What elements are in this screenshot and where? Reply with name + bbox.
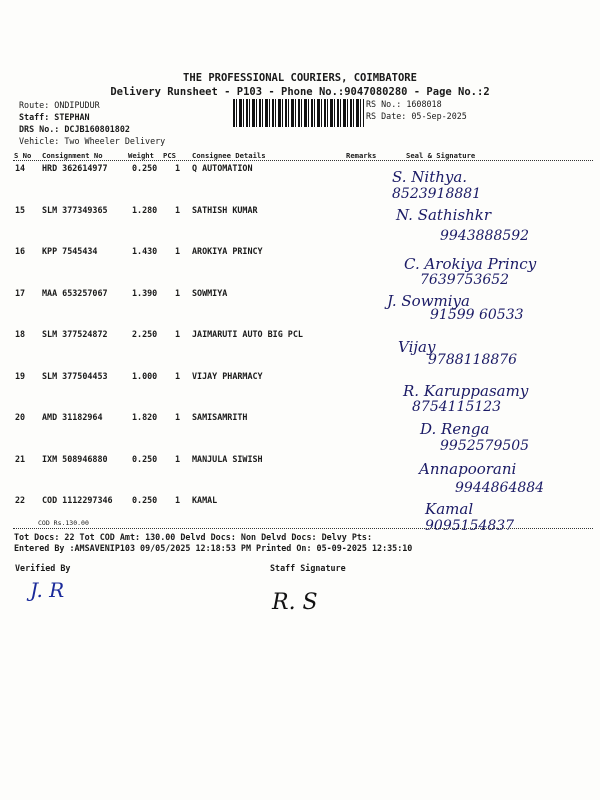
row-signature-phone: 8523918881 — [392, 186, 482, 202]
row-pcs: 1 — [175, 495, 181, 505]
row-sno: 22 — [15, 495, 26, 505]
vehicle-label: Vehicle: Two Wheeler Delivery — [19, 136, 166, 146]
row-sno: 18 — [15, 329, 26, 339]
row-pcs: 1 — [175, 163, 181, 173]
row-consignment-no: AMD 31182964 — [42, 412, 103, 422]
staff-signature-label: Staff Signature — [270, 563, 346, 573]
row-consignee: KAMAL — [192, 495, 218, 505]
row-consignee: SAMISAMRITH — [192, 412, 248, 422]
row-signature-phone: 9095154837 — [425, 518, 515, 534]
row-consignment-no: IXM 508946880 — [42, 453, 108, 464]
col-consignee: Consignee Details — [192, 151, 266, 160]
row-signature-name: R. Karuppasamy — [403, 382, 529, 400]
barcode — [233, 99, 364, 127]
row-sno: 14 — [15, 163, 26, 173]
row-weight: 2.250 — [132, 329, 158, 339]
runsheet-subtitle: Delivery Runsheet - P103 - Phone No.:9047080280 - Page No.:2 — [110, 86, 490, 98]
row-signature-phone: 9788118876 — [428, 352, 518, 368]
row-pcs: 1 — [175, 370, 181, 381]
staff-label: Staff: STEPHAN — [19, 112, 90, 122]
row-signature-name: Vijay — [398, 338, 436, 356]
row-weight: 0.250 — [132, 163, 158, 173]
row-pcs: 1 — [175, 204, 181, 215]
col-seal: Seal & Signature — [406, 151, 476, 160]
row-consignee: SATHISH KUMAR — [192, 204, 258, 215]
totals-line: Tot Docs: 22 Tot COD Amt: 130.00 Delvd Docs: Non Delvd Docs: Delvy Pts: — [14, 532, 372, 542]
row-consignment-no: MAA 653257067 — [42, 287, 108, 298]
company-title: THE PROFESSIONAL COURIERS, COIMBATORE — [183, 72, 417, 84]
staff-signature: R. S — [272, 590, 318, 615]
header-divider — [13, 160, 593, 161]
cod-note: COD Rs.130.00 — [38, 519, 89, 527]
row-pcs: 1 — [175, 329, 181, 339]
row-sno: 17 — [15, 287, 26, 298]
row-weight: 1.390 — [132, 287, 158, 298]
row-sno: 15 — [15, 204, 26, 215]
row-signature-phone: 7639753652 — [420, 272, 510, 288]
row-consignee: MANJULA SIWISH — [192, 453, 263, 464]
row-weight: 1.820 — [132, 412, 158, 422]
row-consignment-no: SLM 377524872 — [42, 329, 108, 339]
col-consignment: Consignment No — [42, 151, 103, 160]
row-signature-name: Kamal — [425, 500, 474, 518]
entered-printed-line: Entered By :AMSAVENIP103 09/05/2025 12:18:53 PM Printed On: 05-09-2025 12:35:10 — [14, 543, 413, 553]
row-signature-phone: 9944864884 — [455, 480, 545, 496]
row-weight: 1.430 — [132, 246, 158, 256]
row-pcs: 1 — [175, 453, 181, 464]
row-signature-name: D. Renga — [420, 420, 490, 438]
row-signature-name: J. Sowmiya — [387, 292, 470, 310]
row-consignee: AROKIYA PRINCY — [192, 246, 263, 256]
row-pcs: 1 — [175, 287, 181, 298]
row-signature-name: Annapoorani — [419, 460, 517, 478]
verified-signature: J. R — [30, 578, 65, 602]
row-consignment-no: COD 1112297346 — [42, 495, 113, 505]
row-weight: 1.280 — [132, 204, 158, 215]
col-remarks: Remarks — [346, 151, 377, 160]
row-signature-name: N. Sathishkr — [396, 206, 492, 224]
col-sno: S No — [14, 151, 32, 160]
row-weight: 0.250 — [132, 495, 158, 505]
row-sno: 21 — [15, 453, 26, 464]
row-consignee: Q AUTOMATION — [192, 163, 253, 173]
row-consignee: VIJAY PHARMACY — [192, 370, 263, 381]
drs-label: DRS No.: DCJB160801802 — [19, 124, 130, 134]
rs-number: RS No.: 1608018 — [366, 99, 442, 109]
row-consignment-no: SLM 377349365 — [42, 204, 108, 215]
col-weight: Weight — [128, 151, 154, 160]
row-consignment-no: HRD 362614977 — [42, 163, 108, 173]
row-consignee: JAIMARUTI AUTO BIG PCL — [192, 329, 303, 339]
rs-date: RS Date: 05-Sep-2025 — [366, 111, 467, 121]
row-consignment-no: KPP 7545434 — [42, 246, 98, 256]
row-consignment-no: SLM 377504453 — [42, 370, 108, 381]
row-signature-name: C. Arokiya Princy — [404, 255, 537, 273]
row-signature-phone: 8754115123 — [412, 399, 502, 415]
row-pcs: 1 — [175, 246, 181, 256]
row-signature-phone: 91599 60533 — [430, 307, 524, 323]
route-label: Route: ONDIPUDUR — [19, 100, 100, 110]
row-signature-phone: 9952579505 — [440, 438, 530, 454]
row-weight: 0.250 — [132, 453, 158, 464]
row-sno: 16 — [15, 246, 26, 256]
row-sno: 20 — [15, 412, 26, 422]
row-pcs: 1 — [175, 412, 181, 422]
row-signature-name: S. Nithya. — [392, 168, 468, 186]
row-signature-phone: 9943888592 — [440, 228, 530, 244]
row-consignee: SOWMIYA — [192, 287, 228, 298]
row-sno: 19 — [15, 370, 26, 381]
col-pcs: PCS — [163, 151, 176, 160]
verified-by-label: Verified By — [15, 563, 71, 573]
footer-divider — [13, 528, 593, 529]
row-weight: 1.000 — [132, 370, 158, 381]
